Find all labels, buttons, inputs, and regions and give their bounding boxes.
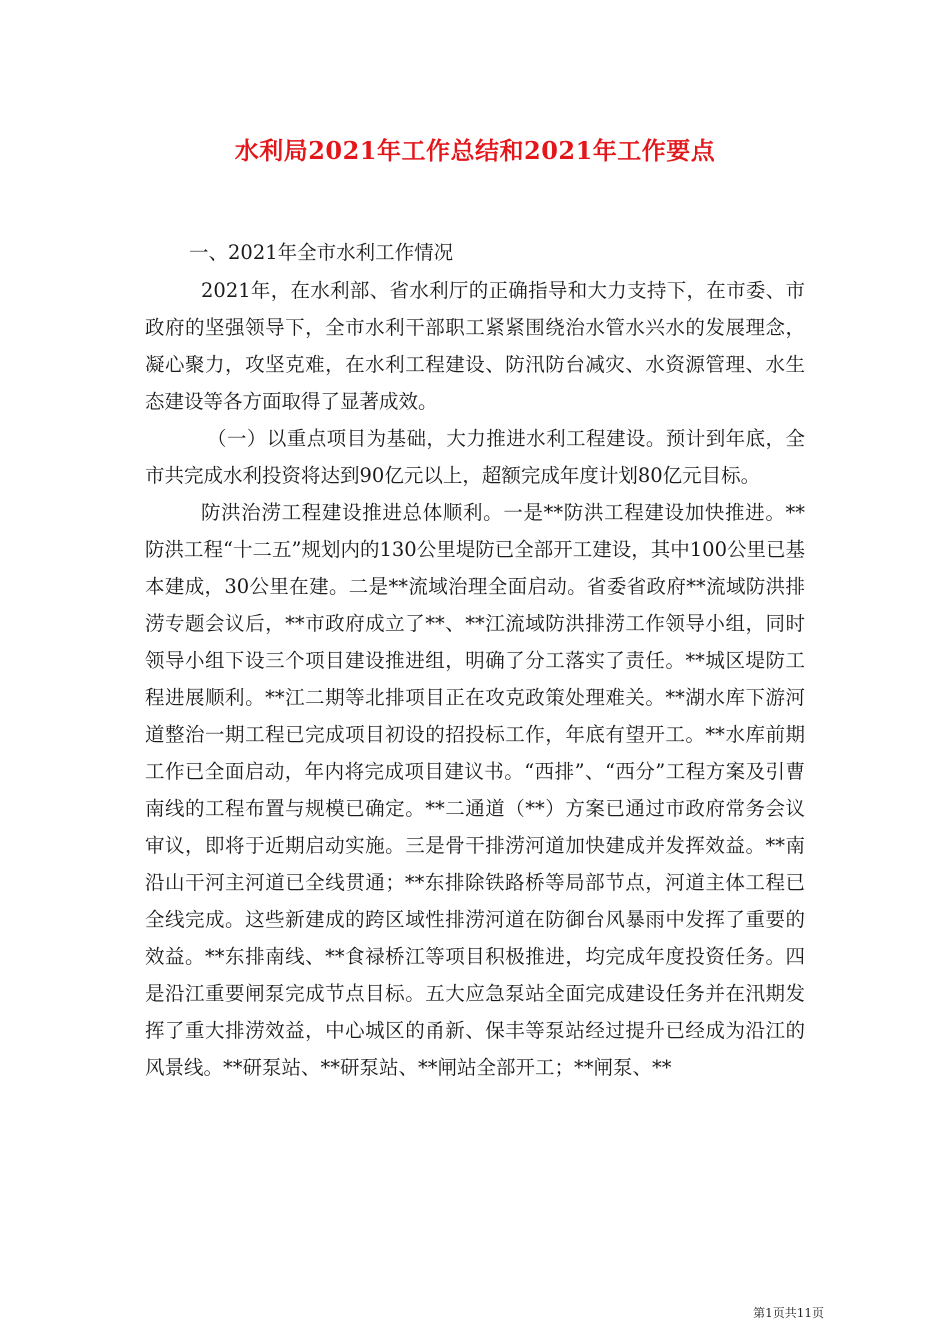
paragraph-intro: 2021年，在水利部、省水利厅的正确指导和大力支持下，在市委、市政府的坚强领导下，全市水利干部职工紧紧围绕治水管水兴水的发展理念，凝心聚力，攻坚克难，在水利工程建设、防汛防台减灾、水资源管理、水生态建设等各方面取得了显著成效。 [145, 279, 805, 413]
paragraph-flood-control: 防洪治涝工程建设推进总体顺利。一是**防洪工程建设加快推进。**防洪工程“十二五”规划内的130公里堤防已全部开工建设，其中100公里已基本建成，30公里在建。二是**流域治理全面启动。省委省政府**流域防洪排涝专题会议后，**市政府成立了**、**江流域防洪排涝工作领导小组，同时领导小组下设三个项目建设推进组，明确了分工落实了责任。**城区堤防工程进展顺利。**江二期等北排项目正在攻克政策处理难关。**湖水库下游河道整治一期工程已完成项目初设的招投标工作，年底有望开工。**水库前期工作已全面启动，年内将完成项目建议书。“西排”、“西分”工程方案及引曹南线的工程布置与规模已确定。**二通道（**）方案已通过市政府常务会议审议，即将于近期启动实施。三是骨干排涝河道加快建成并发挥效益。**南沿山干河主河道已全线贯通；**东排除铁路桥等局部节点，河道主体工程已全线完成。这些新建成的跨区域性排涝河道在防御台风暴雨中发挥了重要的效益。**东排南线、**食禄桥江等项目积极推进，均完成年度投资任务。四是沿江重要闸泵完成节点目标。五大应急泵站全面完成建设任务并在汛期发挥了重大排涝效益，中心城区的甬新、保丰等泵站经过提升已经成为沿江的风景线。**研泵站、**研泵站、**闸站全部开工；**闸泵、** [145, 501, 805, 1079]
page-number-footer: 第1页共11页 [753, 1306, 824, 1320]
section-heading: 一、2021年全市水利工作情况 [189, 241, 454, 264]
document-body [145, 234, 805, 1086]
document-title: 水利局2021年工作总结和2021年工作要点 [234, 136, 716, 165]
paragraph-subsection-one: （一）以重点项目为基础，大力推进水利工程建设。预计到年底，全市共完成水利投资将达到90亿元以上，超额完成年度计划80亿元目标。 [145, 427, 805, 487]
